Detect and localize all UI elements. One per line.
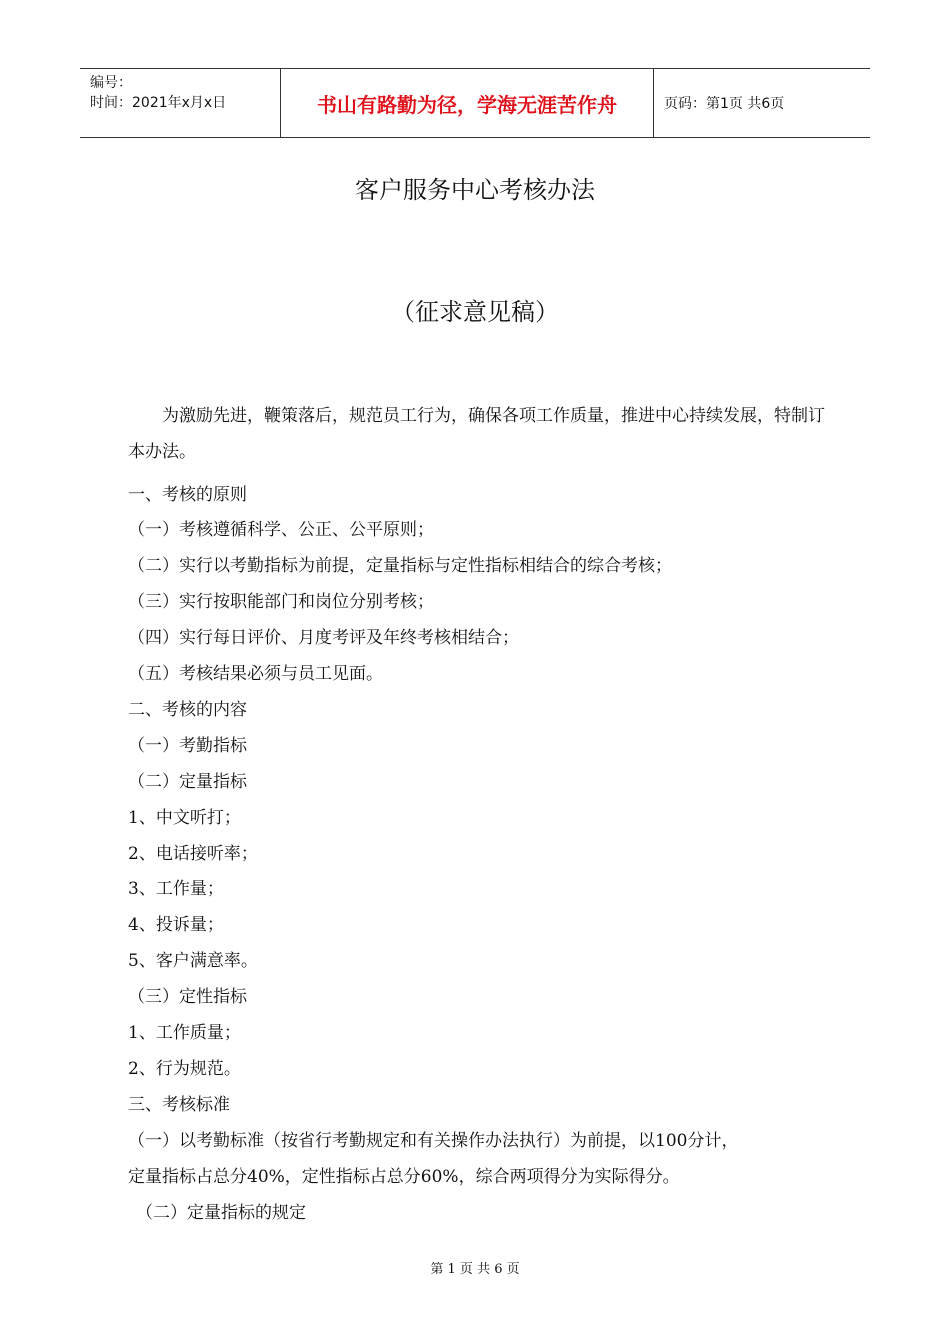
header-page-info: 页码：第1页 共6页 [664,96,785,112]
list-item: （一）以考勤标准（按省行考勤规定和有关操作办法执行）为前提，以100分计， [128,1131,739,1151]
list-item: 2、电话接听率； [128,844,258,864]
list-item: 1、中文听打； [128,808,241,828]
list-item: （五）考核结果必须与员工见面。 [128,664,383,684]
list-item: 2、行为规范。 [128,1059,241,1079]
list-item: 5、客户满意率。 [128,951,258,971]
list-item: （四）实行每日评价、月度考评及年终考核相结合； [128,628,519,648]
document-subtitle: （征求意见稿） [391,298,559,326]
list-item: （二）实行以考勤指标为前提，定量指标与定性指标相结合的综合考核； [128,556,672,576]
list-item: 1、工作质量； [128,1023,241,1043]
list-item: （二）定量指标 [128,772,247,792]
time-label: 时间：2021年x月x日 [90,95,227,111]
page-header [80,68,870,138]
list-item: 4、投诉量； [128,915,224,935]
document-title: 客户服务中心考核办法 [355,176,595,204]
section-heading: 三、考核标准 [128,1095,230,1115]
page-footer: 第 1 页 共 6 页 [430,1262,520,1277]
list-item: （三）定性指标 [128,987,247,1007]
section-heading: 二、考核的内容 [128,700,247,720]
list-item: （一）考核遵循科学、公正、公平原则； [128,520,434,540]
header-meta [80,69,281,137]
section-heading: 一、考核的原则 [128,485,247,505]
list-item: 定量指标占总分40%，定性指标占总分60%，综合两项得分为实际得分。 [128,1167,680,1187]
list-item: （三）实行按职能部门和岗位分别考核； [128,592,434,612]
list-item: 3、工作量； [128,879,224,899]
header-motto: 书山有路勤为径，学海无涯苦作舟 [281,69,654,137]
list-item: （二）定量指标的规定 [136,1203,306,1223]
list-item: （一）考勤指标 [128,736,247,756]
number-label: 编号： [90,75,132,91]
intro-text: 为激励先进，鞭策落后，规范员工行为，确保各项工作质量，推进中心持续发展，特制订本办法。 [128,406,825,462]
intro-paragraph [128,398,828,470]
